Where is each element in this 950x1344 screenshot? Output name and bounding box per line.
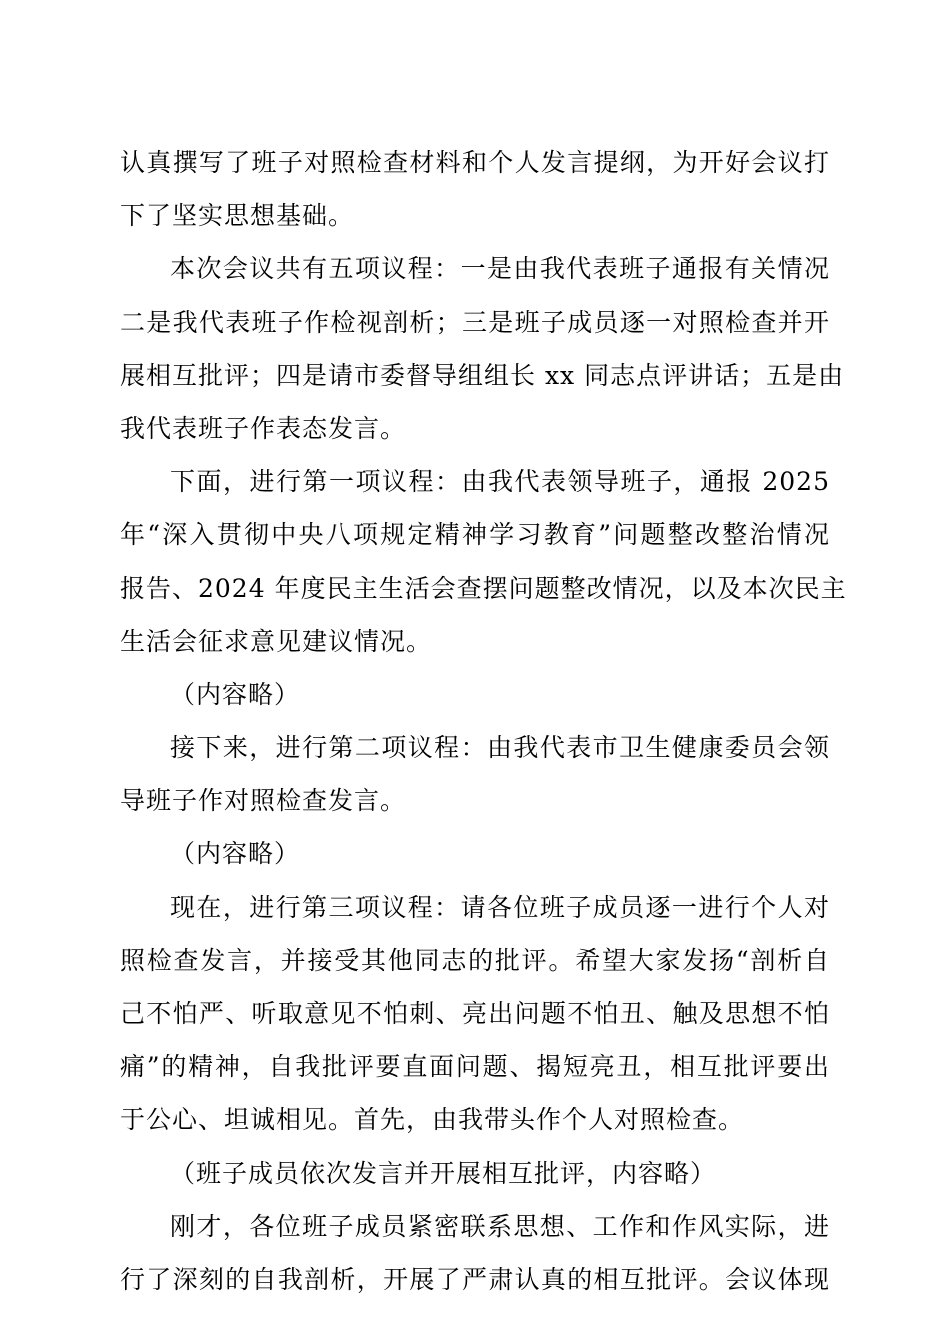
text-line: 导班子作对照检查发言。 bbox=[120, 786, 407, 816]
text-line: 年“深入贯彻中央八项规定精神学习教育”问题整改整治情况 bbox=[120, 520, 830, 550]
text-line: 行了深刻的自我剖析，开展了严肃认真的相互批评。会议体现 bbox=[120, 1264, 830, 1294]
paragraph-start-line: 下面，进行第一项议程：由我代表领导班子，通报 2025 bbox=[170, 467, 830, 497]
paragraph-start-line: 本次会议共有五项议程：一是由我代表班子通报有关情况 bbox=[170, 254, 830, 284]
content-omitted-note: （内容略） bbox=[170, 679, 301, 709]
text-line: 认真撰写了班子对照检查材料和个人发言提纲，为开好会议打 bbox=[120, 148, 830, 177]
paragraph-start-line: 接下来，进行第二项议程：由我代表市卫生健康委员会领 bbox=[170, 733, 830, 763]
content-omitted-note: （内容略） bbox=[170, 839, 301, 869]
paragraph-start-line: 现在，进行第三项议程：请各位班子成员逐一进行个人对 bbox=[170, 892, 830, 922]
text-line: 于公心、坦诚相见。首先，由我带头作个人对照检查。 bbox=[120, 1105, 745, 1135]
text-line: 我代表班子作表态发言。 bbox=[120, 413, 407, 443]
text-line: 照检查发言，并接受其他同志的批评。希望大家发扬“剖析自 bbox=[120, 945, 830, 975]
text-line: 报告、2024 年度民主生活会查摆问题整改情况，以及本次民主 bbox=[120, 573, 847, 603]
document-body bbox=[120, 136, 847, 1306]
text-line: 二是我代表班子作检视剖析；三是班子成员逐一对照检查并开 bbox=[120, 307, 830, 337]
text-line: 己不怕严、听取意见不怕刺、亮出问题不怕丑、触及思想不怕 bbox=[120, 999, 830, 1028]
text-line: 展相互批评；四是请市委督导组组长 xx 同志点评讲话；五是由 bbox=[120, 360, 845, 390]
text-line: 下了坚实思想基础。 bbox=[120, 201, 355, 231]
content-omitted-note: （班子成员依次发言并开展相互批评，内容略） bbox=[170, 1158, 717, 1188]
paragraph-start-line: 刚才，各位班子成员紧密联系思想、工作和作风实际，进 bbox=[170, 1211, 830, 1241]
text-line: 生活会征求意见建议情况。 bbox=[120, 626, 433, 656]
text-line: 痛”的精神，自我批评要直面问题、揭短亮丑，相互批评要出 bbox=[120, 1052, 830, 1082]
